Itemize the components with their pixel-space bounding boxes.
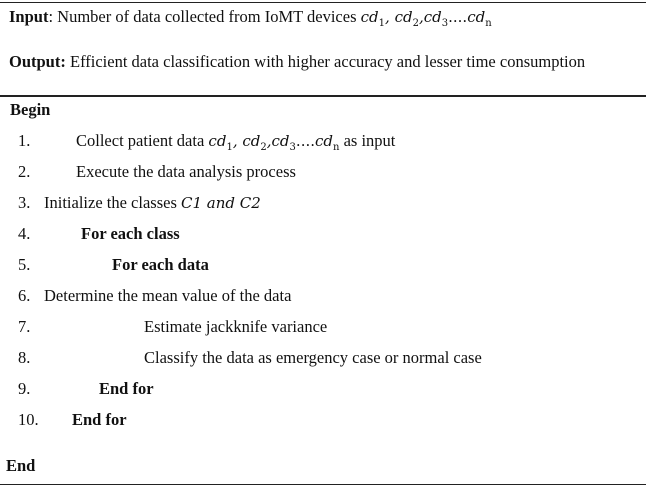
begin-label: Begin (10, 100, 51, 119)
input-label: Input (9, 7, 49, 26)
step-4-text: For each class (81, 224, 180, 243)
step-7-number: 7. (18, 317, 31, 336)
input-line (9, 7, 492, 34)
input-text: : Number of data collected from IoMT devices (48, 7, 361, 26)
step-3-number: 3. (18, 193, 31, 212)
step-4-number: 4. (18, 224, 31, 243)
middle-rule (0, 95, 646, 97)
step-6-number: 6. (18, 286, 31, 305)
top-rule (0, 2, 646, 3)
bottom-rule (0, 484, 646, 485)
step-5-text: For each data (112, 255, 209, 274)
step-3-text: Initialize the classes C1 and C2 (44, 193, 261, 212)
input-math: $cd_1$, $cd_2,cd_3....cd_n$ (360, 8, 492, 29)
step-9-text: End for (99, 379, 154, 398)
step-8-text: Classify the data as emergency case or normal case (144, 348, 482, 367)
step-2-number: 2. (18, 162, 31, 181)
step-6-text: Determine the mean value of the data (44, 286, 292, 305)
step-10-text: End for (72, 410, 127, 429)
output-text: Efficient data classification with higher accuracy and lesser time consumption (65, 52, 586, 71)
step-10-number: 10. (18, 410, 39, 429)
step-2-text: Execute the data analysis process (76, 162, 296, 181)
step-1-text: Collect patient data $cd_1$, $cd_2,cd_3....cd_n$ as input (76, 131, 396, 153)
output-label: Output: (9, 52, 66, 71)
step-8-number: 8. (18, 348, 31, 367)
end-label: End (6, 456, 36, 475)
step-9-number: 9. (18, 379, 31, 398)
step-1-number: 1. (18, 131, 31, 150)
step-7-text: Estimate jackknife variance (144, 317, 328, 336)
output-line (9, 52, 585, 72)
step-5-number: 5. (18, 255, 31, 274)
